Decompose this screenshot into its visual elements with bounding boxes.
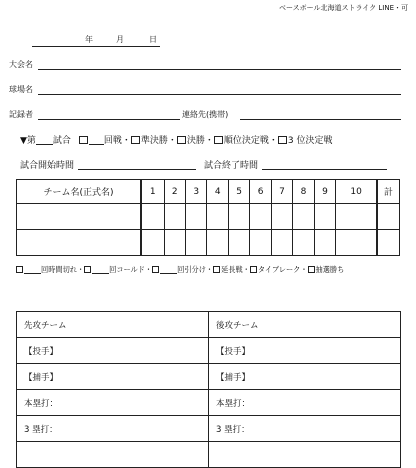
stadium-field[interactable] bbox=[38, 94, 401, 95]
match-type-row bbox=[20, 133, 332, 146]
team-2-inning-4[interactable] bbox=[207, 230, 228, 256]
home-homerun-cell[interactable]: 本塁打： bbox=[209, 390, 401, 416]
tournament-label: 大会名 bbox=[9, 60, 33, 69]
home-team-header: 後攻チーム bbox=[209, 312, 401, 338]
inning-9-header: 9 bbox=[314, 180, 335, 204]
contact-field[interactable] bbox=[240, 119, 401, 120]
tiebreak-label: タイブレーク・ bbox=[257, 265, 308, 274]
match-game-label: 試合 bbox=[52, 136, 71, 146]
team-2-inning-7[interactable] bbox=[271, 230, 292, 256]
called-checkbox[interactable] bbox=[84, 266, 91, 273]
catcher-row bbox=[17, 364, 401, 390]
home-extra-cell[interactable] bbox=[209, 442, 401, 468]
inning-6-header: 6 bbox=[250, 180, 271, 204]
recorder-field[interactable] bbox=[38, 119, 180, 120]
team-2-inning-9[interactable] bbox=[314, 230, 335, 256]
players-header-row bbox=[17, 312, 401, 338]
tie-label: 回引分け・ bbox=[177, 265, 214, 274]
team-1-inning-8[interactable] bbox=[293, 204, 314, 230]
extra-innings-label: 延長戦・ bbox=[221, 265, 250, 274]
stadium-label: 球場名 bbox=[9, 85, 33, 94]
team-1-name-cell[interactable] bbox=[17, 204, 142, 230]
extra-record-row bbox=[17, 442, 401, 468]
third-place-checkbox[interactable] bbox=[278, 136, 287, 144]
contact-label: 連絡先(携帯) bbox=[182, 110, 229, 119]
inning-7-header: 7 bbox=[271, 180, 292, 204]
home-triple-cell[interactable]: 3 塁打： bbox=[209, 416, 401, 442]
semifinal-checkbox[interactable] bbox=[131, 136, 140, 144]
inning-10-header: 10 bbox=[336, 180, 377, 204]
date-month: 月 bbox=[116, 35, 124, 44]
tie-inning-field[interactable] bbox=[160, 265, 177, 274]
team-2-inning-2[interactable] bbox=[164, 230, 185, 256]
tournament-field[interactable] bbox=[38, 69, 401, 70]
away-pitcher-cell[interactable]: 【投手】 bbox=[17, 338, 209, 364]
round-label: 回戦・ bbox=[103, 136, 131, 146]
team-2-name-cell[interactable] bbox=[17, 230, 142, 256]
away-catcher-cell[interactable]: 【捕手】 bbox=[17, 364, 209, 390]
home-pitcher-cell[interactable]: 【投手】 bbox=[209, 338, 401, 364]
inning-3-header: 3 bbox=[186, 180, 207, 204]
round-number-field[interactable] bbox=[89, 135, 104, 145]
team-2-row bbox=[17, 230, 400, 256]
final-label: 決勝・ bbox=[186, 136, 214, 146]
date-line[interactable] bbox=[32, 46, 160, 47]
team-2-inning-8[interactable] bbox=[293, 230, 314, 256]
time-limit-inning-field[interactable] bbox=[24, 265, 41, 274]
inning-4-header: 4 bbox=[207, 180, 228, 204]
inning-2-header: 2 bbox=[164, 180, 185, 204]
tiebreak-checkbox[interactable] bbox=[250, 266, 257, 273]
game-number-field[interactable] bbox=[36, 135, 53, 145]
round-checkbox[interactable] bbox=[79, 136, 88, 144]
time-limit-checkbox[interactable] bbox=[16, 266, 23, 273]
date-year: 年 bbox=[85, 35, 93, 44]
player-records-table bbox=[16, 311, 401, 468]
team-1-inning-6[interactable] bbox=[250, 204, 271, 230]
time-limit-label: 回時間切れ・ bbox=[41, 265, 85, 274]
inning-1-header: 1 bbox=[141, 180, 164, 204]
third-place-label: 3 位決定戦 bbox=[287, 136, 333, 146]
recorder-label: 記録者 bbox=[9, 110, 33, 119]
team-2-inning-3[interactable] bbox=[186, 230, 207, 256]
team-name-header: チーム名(正式名) bbox=[17, 180, 142, 204]
end-time-field[interactable] bbox=[262, 169, 387, 170]
away-homerun-cell[interactable]: 本塁打： bbox=[17, 390, 209, 416]
team-2-total[interactable] bbox=[377, 230, 400, 256]
team-1-inning-10[interactable] bbox=[336, 204, 377, 230]
triple-row bbox=[17, 416, 401, 442]
inning-8-header: 8 bbox=[293, 180, 314, 204]
date-day: 日 bbox=[149, 35, 157, 44]
team-1-row bbox=[17, 204, 400, 230]
extra-innings-checkbox[interactable] bbox=[213, 266, 220, 273]
away-triple-cell[interactable]: 3 塁打： bbox=[17, 416, 209, 442]
team-1-inning-7[interactable] bbox=[271, 204, 292, 230]
source-label: ベースボール北海道ストライク LINE・可 bbox=[278, 4, 408, 12]
pitcher-row bbox=[17, 338, 401, 364]
score-header-row bbox=[17, 180, 400, 204]
final-checkbox[interactable] bbox=[177, 136, 186, 144]
lottery-label: 抽選勝ち bbox=[315, 265, 345, 274]
team-2-inning-5[interactable] bbox=[228, 230, 249, 256]
end-time-label: 試合終了時間 bbox=[204, 161, 259, 171]
semifinal-label: 準決勝・ bbox=[140, 136, 177, 146]
home-catcher-cell[interactable]: 【捕手】 bbox=[209, 364, 401, 390]
called-label: 回コールド・ bbox=[109, 265, 153, 274]
score-table bbox=[16, 179, 400, 256]
team-1-inning-9[interactable] bbox=[314, 204, 335, 230]
tie-checkbox[interactable] bbox=[152, 266, 159, 273]
team-2-inning-1[interactable] bbox=[141, 230, 164, 256]
placement-checkbox[interactable] bbox=[214, 136, 223, 144]
inning-5-header: 5 bbox=[228, 180, 249, 204]
called-inning-field[interactable] bbox=[92, 265, 109, 274]
game-ending-row bbox=[16, 265, 344, 275]
team-1-inning-1[interactable] bbox=[141, 204, 164, 230]
start-time-label: 試合開始時間 bbox=[20, 161, 75, 171]
start-time-field[interactable] bbox=[78, 169, 196, 170]
away-extra-cell[interactable] bbox=[17, 442, 209, 468]
team-1-inning-5[interactable] bbox=[228, 204, 249, 230]
lottery-checkbox[interactable] bbox=[308, 266, 315, 273]
team-1-inning-2[interactable] bbox=[164, 204, 185, 230]
homerun-row bbox=[17, 390, 401, 416]
placement-label: 順位決定戦・ bbox=[223, 136, 278, 146]
team-1-total[interactable] bbox=[377, 204, 400, 230]
away-team-header: 先攻チーム bbox=[17, 312, 209, 338]
team-2-inning-6[interactable] bbox=[250, 230, 271, 256]
team-2-inning-10[interactable] bbox=[336, 230, 377, 256]
team-1-inning-4[interactable] bbox=[207, 204, 228, 230]
total-header: 計 bbox=[377, 180, 400, 204]
match-prefix: ▼第 bbox=[20, 136, 36, 146]
team-1-inning-3[interactable] bbox=[186, 204, 207, 230]
